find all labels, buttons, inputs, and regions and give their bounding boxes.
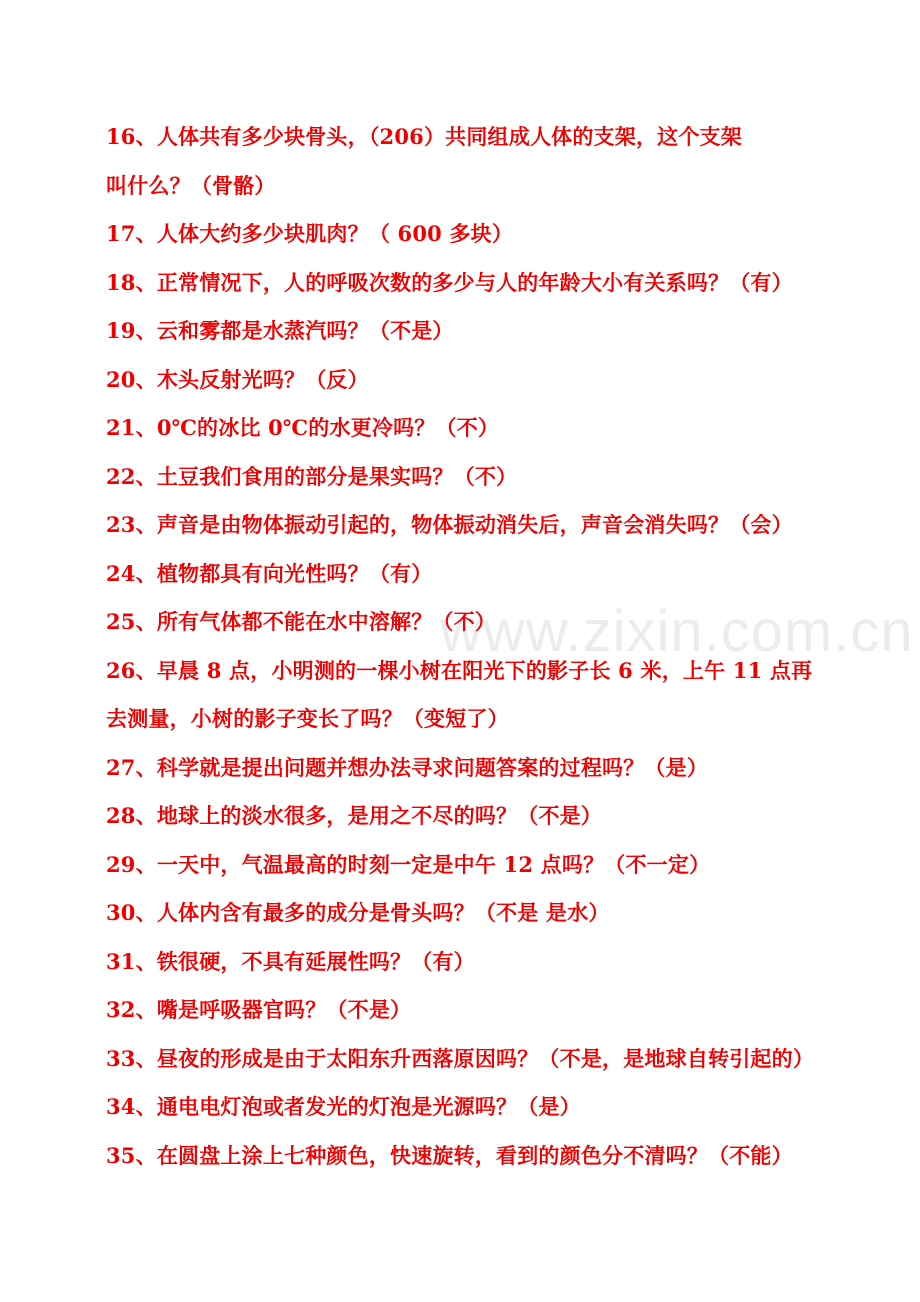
question-34: 34、通电电灯泡或者发光的灯泡是光源吗？（是） [106,1094,581,1119]
question-35: 35、在圆盘上涂上七种颜色，快速旋转，看到的颜色分不清吗？（不能） [106,1142,793,1168]
question-29: 29、一天中，气温最高的时刻一定是中午 12 点吗？（不一定） [106,851,711,877]
question-18: 18、正常情况下，人的呼吸次数的多少与人的年龄大小有关系吗？（有） [106,269,793,295]
question-23: 23、声音是由物体振动引起的，物体振动消失后，声音会消失吗？（会） [106,512,793,537]
question-16-line-2: 叫什么？（骨骼） [106,172,276,198]
question-20: 20、木头反射光吗？（反） [106,366,369,392]
question-21: 21、0℃的冰比 0℃的水更冷吗？（不） [106,415,500,440]
question-33: 33、昼夜的形成是由于太阳东升西落原因吗？（不是，是地球自转引起的） [106,1045,815,1071]
question-list [106,113,906,1180]
question-26-line-1: 26、早晨 8 点，小明测的一棵小树在阳光下的影子长 6 米，上午 11 点再 [106,657,813,683]
watermark: www.zixin.com.cn [440,599,914,664]
question-27: 27、科学就是提出问题并想办法寻求问题答案的过程吗？（是） [106,754,709,780]
question-16-line-1: 16、人体共有多少块骨头，（206）共同组成人体的支架，这个支架 [106,124,742,149]
question-17: 17、人体大约多少块肌肉？（ 600 多块） [106,221,514,246]
question-22: 22、土豆我们食用的部分是果实吗？（不） [106,463,518,489]
question-19: 19、云和雾都是水蒸汽吗？（不是） [106,318,454,343]
question-30: 30、人体内含有最多的成分是骨头吗？（不是 是水） [106,900,610,925]
question-26-line-2: 去测量，小树的影子变长了吗？（变短了） [106,706,509,731]
question-31: 31、铁很硬，不具有延展性吗？（有） [106,948,475,974]
question-32: 32、嘴是呼吸器官吗？（不是） [106,997,412,1022]
question-25: 25、所有气体都不能在水中溶解？（不） [106,609,497,634]
question-28: 28、地球上的淡水很多，是用之不尽的吗？（不是） [106,803,603,828]
question-24: 24、植物都具有向光性吗？（有） [106,560,433,586]
